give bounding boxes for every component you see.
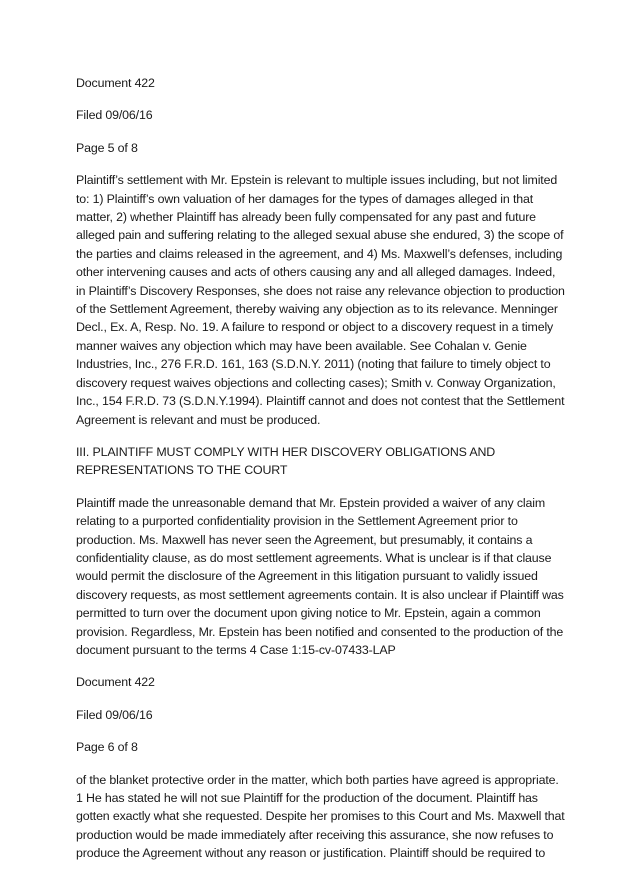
section-heading: III. PLAINTIFF MUST COMPLY WITH HER DISCOVERY OBLIGATIONS AND REPRESENTATIONS TO THE COURT <box>76 444 496 478</box>
document-number: Document 422 <box>76 76 155 90</box>
document-page <box>76 74 566 877</box>
page-number: Page 5 of 8 <box>76 140 138 155</box>
paragraph-relevance: Plaintiff’s settlement with Mr. Epstein is relevant to multiple issues including, but not limited to: 1) Plaintiff’s own valuation of her damages for the types of damages alleged in that matter, 2) whether Plaintiff has already been fully compensated for any past and future alleged pain and suffering relating to the alleged sexual abuse she endured, 3) the scope of the parties and claims released in the agreement, and 4) Ms. Maxwell’s defenses, including other intervening causes and acts of others causing any and all alleged damages. Indeed, in Plaintiff’s Discovery Responses, she does not raise any relevance objection to production of the Settlement Agreement, thereby waiving any objection as to its relevance. Menninger Decl., Ex. A, Resp. No. 19. A failure to respond or object to a discovery request in a timely manner waives any objection which may have been available. See Cohalan v. Genie Industries, Inc., 276 F.R.D. 161, 163 (S.D.N.Y. 2011) (noting that failure to timely object to discovery request waives objections and collecting cases); Smith v. Conway Organization, Inc., 154 F.R.D. 73 (S.D.N.Y.1994). Plaintiff cannot and does not contest that the Settlement Agreement is relevant and must be produced. <box>76 173 565 427</box>
paragraph-waiver: Plaintiff made the unreasonable demand that Mr. Epstein provided a waiver of any claim relating to a purported confidentiality provision in the Settlement Agreement prior to production. Ms. Maxwell has never seen the Agreement, but presumably, it contains a confidentiality clause, as do most settlement agreements. What is unclear is if that clause would permit the disclosure of the Agreement in this litigation pursuant to validly issued discovery requests, as most settlement agreements contain. It is also unclear if Plaintiff was permitted to turn over the document upon giving notice to Mr. Epstein, again a common provision. Regardless, Mr. Epstein has been notified and consented to the production of the document pursuant to the terms 4 Case 1:15-cv-07433-LAP <box>76 495 564 657</box>
filed-date: Filed 09/06/16 <box>76 108 153 123</box>
page-number: Page 6 of 8 <box>76 740 138 755</box>
paragraph-protective-order: of the blanket protective order in the matter, which both parties have agreed is appropriate. 1 He has stated he will not sue Plaintiff for the production of the document. Plaintiff has gotten exactly what she requested. Despite her promises to this Court and Ms. Maxwell that production would be made immediately after receiving this assurance, she now refuses to produce the Agreement without any reason or justification. Plaintiff should be required to <box>76 772 565 861</box>
filed-date: Filed 09/06/16 <box>76 707 153 722</box>
document-number: Document 422 <box>76 675 155 690</box>
